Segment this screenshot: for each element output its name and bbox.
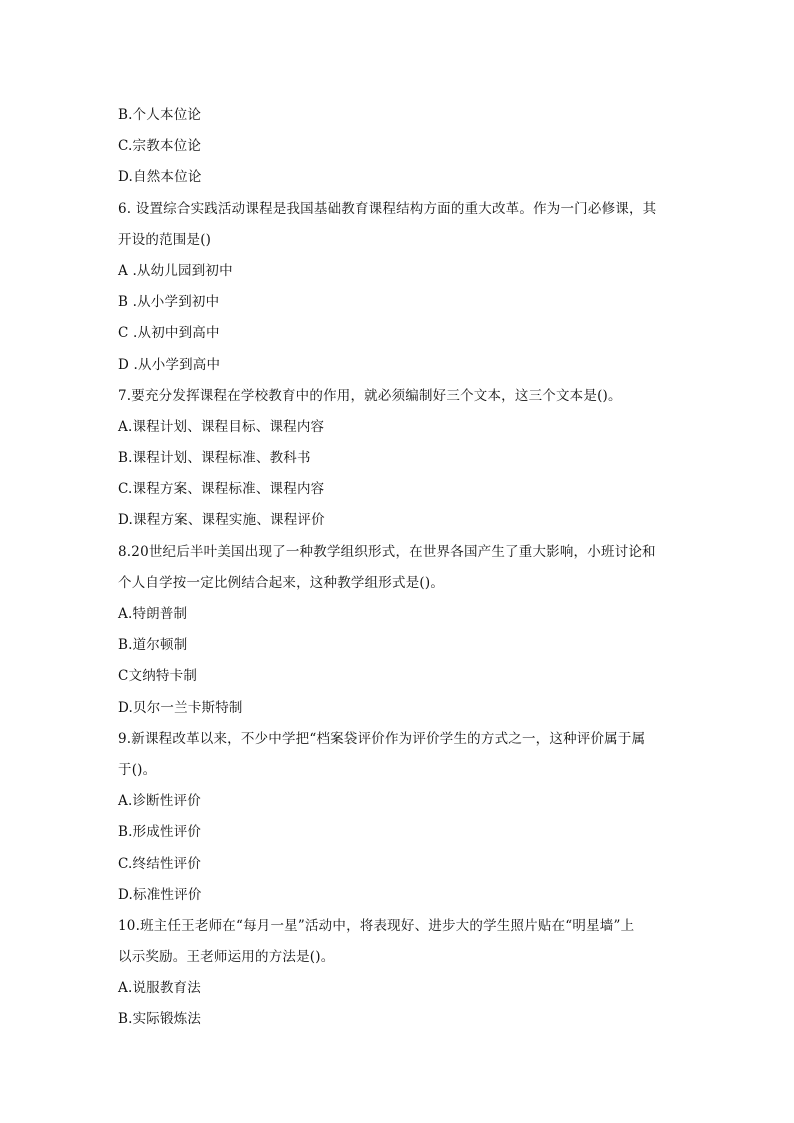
option-a-q10: A.说服教育法	[118, 980, 201, 997]
option-d-q5: D.自然本位论	[118, 169, 202, 186]
option-c-q7: C.课程方案、课程标准、课程内容	[118, 481, 325, 498]
option-b-q9: B.形成性评价	[118, 824, 202, 841]
option-b-q7: B.课程计划、课程标准、教科书	[118, 450, 311, 467]
question-8-line-2: 个人自学按一定比例结合起来，这种教学组形式是()。	[118, 574, 445, 591]
question-9-line-2: 于()。	[118, 761, 157, 778]
question-8-line-1: 8.20世纪后半叶美国出现了一种教学组织形式，在世界各国产生了重大影响，小班讨论和	[118, 543, 656, 560]
option-b-q6: B .从小学到初中	[118, 294, 220, 311]
option-c-q5: C.宗教本位论	[118, 138, 202, 155]
option-b-q8: B.道尔顿制	[118, 637, 188, 654]
option-c-q9: C.终结性评价	[118, 855, 202, 872]
option-d-q8: D.贝尔一兰卡斯特制	[118, 699, 243, 716]
option-a-q9: A.诊断性评价	[118, 793, 201, 810]
option-c-q8: C文纳特卡制	[118, 668, 198, 685]
question-6-line-1: 6. 设置综合实践活动课程是我国基础教育课程结构方面的重大改革。作为一门必修课，其	[118, 200, 657, 217]
option-a-q6: A .从幼儿园到初中	[118, 262, 233, 279]
option-d-q9: D.标准性评价	[118, 886, 202, 903]
option-a-q8: A.特朗普制	[118, 606, 188, 622]
question-10-line-2: 以示奖励。王老师运用的方法是()。	[118, 949, 335, 966]
question-9-line-1: 9.新课程改革以来，不少中学把“档案袋评价作为评价学生的方式之一，这种评价属于属	[118, 730, 646, 747]
option-b-q10: B.实际锻炼法	[118, 1011, 202, 1028]
option-a-q7: A.课程计划、课程目标、课程内容	[118, 418, 325, 435]
option-b-q5: B.个人本位论	[118, 107, 202, 123]
option-c-q6: C .从初中到高中	[118, 325, 220, 342]
page-content	[118, 100, 678, 1036]
question-10-line-1: 10.班主任王老师在“每月一星”活动中，将表现好、进步大的学生照片贴在“明星墙”上	[118, 917, 635, 934]
option-d-q7: D.课程方案、课程实施、课程评价	[118, 512, 325, 529]
option-d-q6: D .从小学到高中	[118, 356, 221, 373]
question-7: 7.要充分发挥课程在学校教育中的作用，就必须编制好三个文本，这三个文本是()。	[118, 387, 622, 404]
question-6-line-2: 开设的范围是()	[118, 231, 212, 248]
